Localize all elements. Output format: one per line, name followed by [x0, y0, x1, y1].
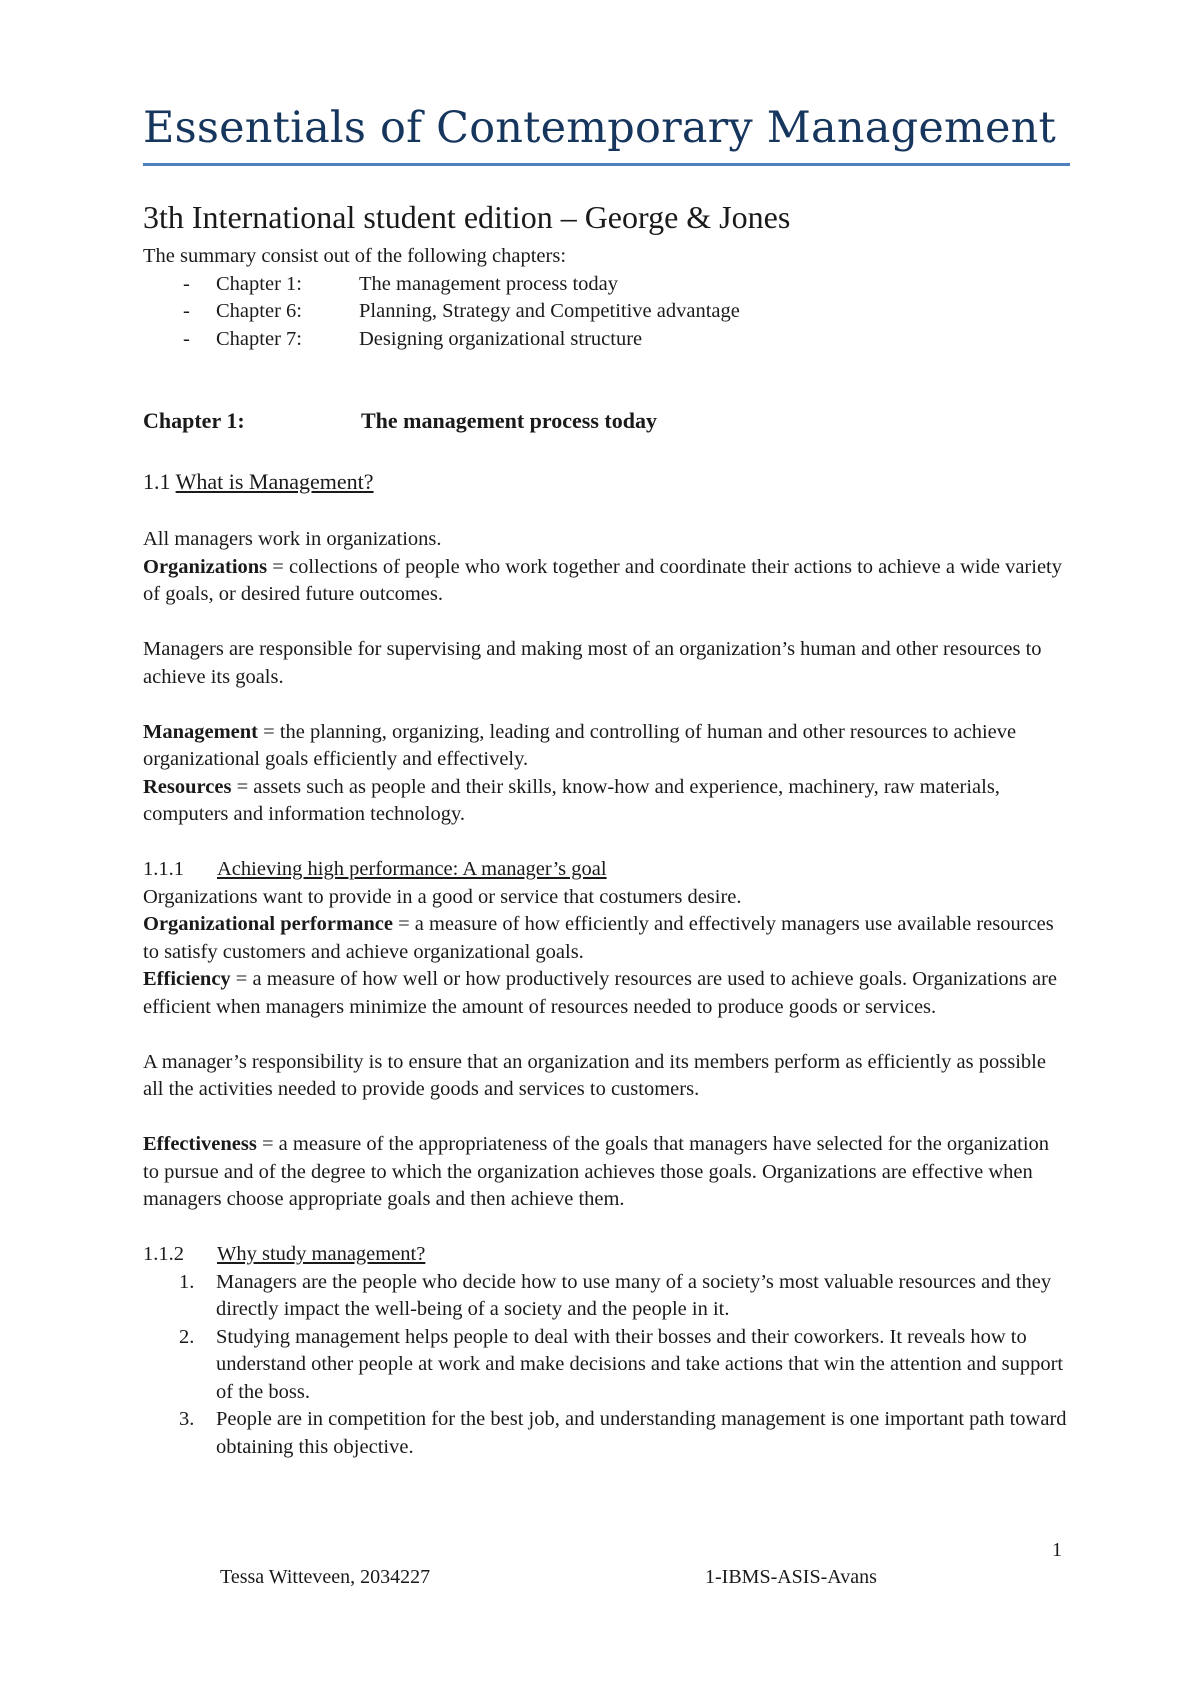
list-dash: - — [183, 300, 190, 322]
section-1-1-body — [143, 526, 1068, 1461]
item-text: Managers are the people who decide how to use many of a society’s most valuable resources and they directly impact the well-being of a society and the people in it. — [216, 1270, 1052, 1320]
chapter-list-item — [143, 271, 1068, 299]
item-text: Studying management helps people to deal with their bosses and their coworkers. It reveals how to understand other people at work and make decisions and take actions that win the attention and support of the boss. — [216, 1325, 1064, 1403]
chapter-overview — [143, 243, 1068, 353]
chapter-name: Designing organizational structure — [359, 327, 643, 350]
chapter-name: The management process today — [359, 272, 619, 295]
list-dash: - — [183, 272, 190, 295]
item-number: 2. — [179, 1325, 195, 1348]
subsection-title: Achieving high performance: A manager’s goal — [217, 858, 607, 880]
definition: = a measure of how well or how productively resources are used to achieve goals. Organizations are efficient when managers minimize the amount of resources needed to produce goods or services. — [143, 968, 1058, 1018]
section-1-1-heading — [143, 469, 1068, 495]
paragraph: Organizations want to provide in a good or service that costumers desire. — [143, 885, 742, 908]
footer-course: 1-IBMS-ASIS-Avans — [705, 1566, 877, 1588]
chapter-name: Planning, Strategy and Competitive advantage — [359, 300, 740, 322]
term: Effectiveness — [143, 1133, 257, 1155]
definition-resources — [143, 774, 1068, 829]
paragraph: Managers are responsible for supervising and making most of an organization’s human and other resources to achieve its goals. — [143, 638, 1042, 688]
term: Organizational performance — [143, 913, 393, 935]
chapter-label: Chapter 6: — [216, 300, 302, 322]
section-title: What is Management? — [175, 469, 374, 494]
paragraph: A manager’s responsibility is to ensure that an organization and its members perform as efficiently as possible all the activities needed to provide goods and services to customers. — [143, 1050, 1046, 1100]
chapter-1-name: The management process today — [361, 408, 657, 433]
chapter-label: Chapter 7: — [216, 327, 302, 350]
term: Management — [143, 720, 259, 743]
chapter-label: Chapter 1: — [216, 272, 302, 295]
chapter-list-item — [143, 326, 1068, 354]
item-number: 3. — [179, 1408, 195, 1430]
list-dash: - — [183, 327, 190, 350]
document-title: Essentials of Contemporary Management — [143, 103, 1056, 153]
definition: = assets such as people and their skills, know-how and experience, machinery, raw materials, computers and information technology. — [143, 775, 1000, 825]
term: Resources — [143, 775, 232, 798]
subsection-title: Why study management? — [217, 1243, 426, 1265]
term: Efficiency — [143, 968, 231, 990]
intro-text: The summary consist out of the following chapters: — [143, 245, 567, 267]
definition: = the planning, organizing, leading and controlling of human and other resources to achieve organizational goals efficiently and effectively. — [143, 720, 1017, 770]
subsection-1-1-2-heading — [143, 1241, 1068, 1269]
page-number: 1 — [1052, 1539, 1062, 1561]
chapter-1-label: Chapter 1: — [143, 408, 245, 433]
chapter-list-item — [143, 298, 1068, 326]
document-subtitle: 3th International student edition – George & Jones — [143, 199, 791, 235]
definition-effectiveness — [143, 1131, 1068, 1214]
definition: = a measure of the appropriateness of the goals that managers have selected for the organization to pursue and of the degree to which the organization achieves those goals. Organizations are effective when managers choose appropriate goals and then achieve them. — [143, 1133, 1050, 1210]
definition-efficiency — [143, 966, 1068, 1021]
section-number: 1.1 — [143, 469, 176, 494]
definition: = a measure of how efficiently and effectively managers use available resources to satisfy customers and achieve organizational goals. — [143, 913, 1054, 963]
term: Organizations — [143, 555, 268, 578]
item-text: People are in competition for the best job, and understanding management is one important path toward obtaining this objective. — [216, 1408, 1067, 1458]
item-number: 1. — [179, 1270, 195, 1293]
reasons-list — [143, 1269, 1068, 1462]
footer-author: Tessa Witteveen, 2034227 — [220, 1566, 431, 1588]
paragraph: All managers work in organizations. — [143, 528, 442, 550]
subsection-number: 1.1.1 — [143, 858, 184, 880]
list-item — [143, 1269, 1068, 1324]
subsection-1-1-1-heading — [143, 856, 1068, 884]
title-underline-rule — [143, 163, 1070, 166]
definition-management — [143, 719, 1068, 774]
chapter-1-heading — [143, 408, 1068, 434]
list-item — [143, 1406, 1068, 1461]
definition-organizations — [143, 554, 1068, 609]
chapter-list — [143, 271, 1068, 354]
list-item — [143, 1324, 1068, 1407]
definition: = collections of people who work together and coordinate their actions to achieve a wide variety of goals, or desired future outcomes. — [143, 555, 1062, 605]
definition-organizational-performance — [143, 911, 1068, 966]
subsection-number: 1.1.2 — [143, 1243, 184, 1265]
